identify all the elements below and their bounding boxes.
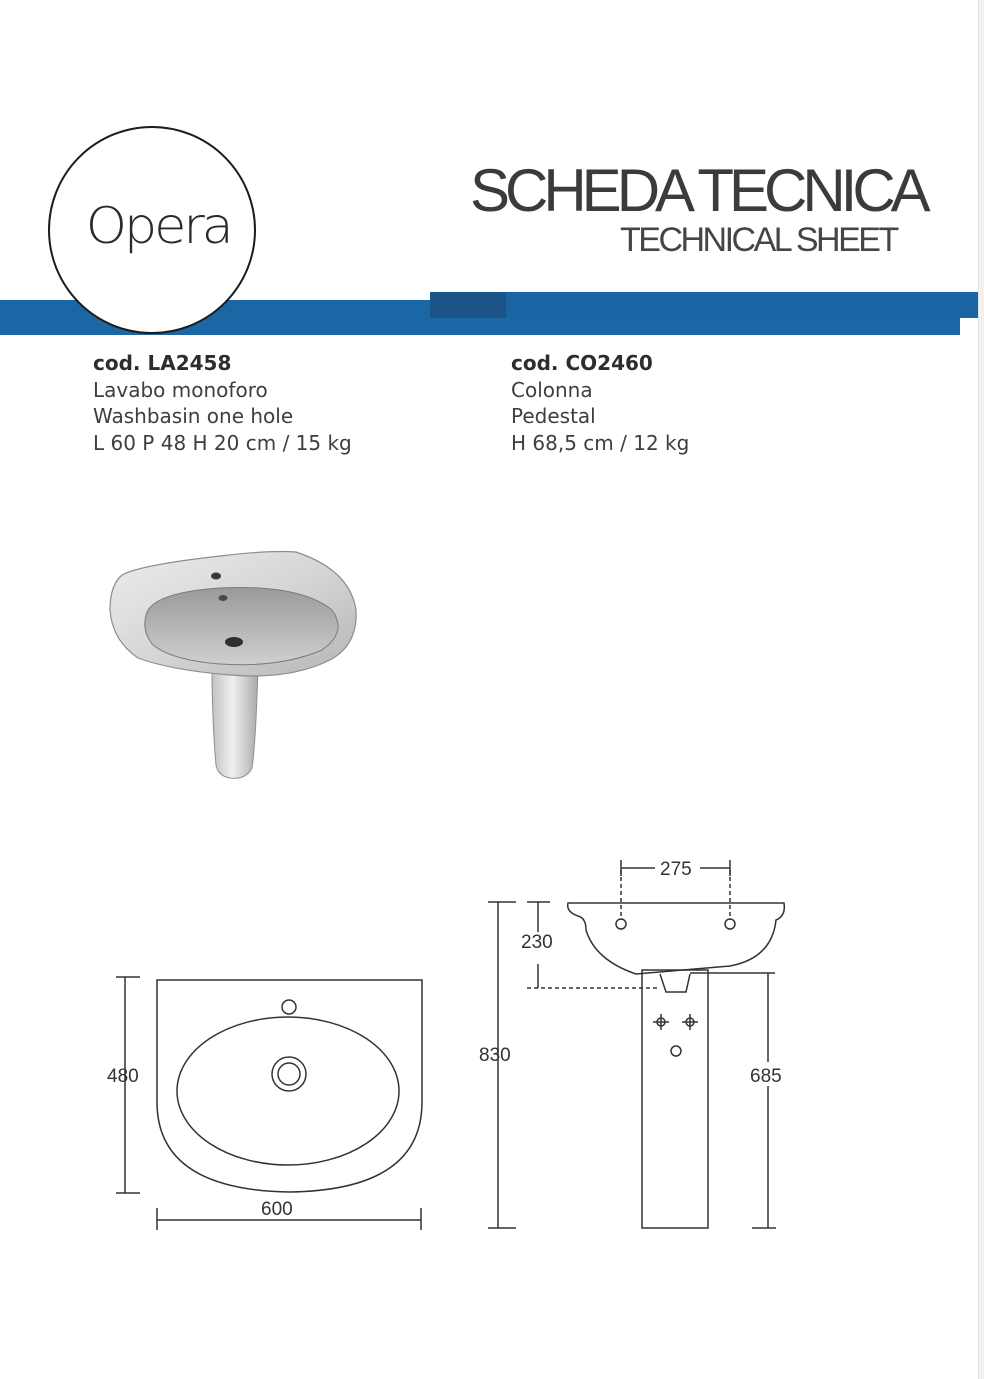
top-view-tap-hole (282, 1000, 296, 1014)
top-view-drain-outer (272, 1057, 306, 1091)
top-view-basin-outline (157, 980, 422, 1192)
dim-basin-height-label: 230 (521, 932, 553, 953)
side-view-overflow (660, 974, 690, 992)
product-specs: H 68,5 cm / 12 kg (511, 430, 690, 455)
product-name-it: Colonna (511, 377, 593, 402)
dim-pedestal-height-label: 685 (750, 1066, 782, 1087)
technical-drawings (0, 840, 984, 1260)
page-title: SCHEDA TECNICA (470, 157, 926, 224)
product-specs: L 60 P 48 H 20 cm / 15 kg (93, 430, 352, 455)
tap-hole (211, 573, 221, 580)
top-view-drain-inner (278, 1063, 300, 1085)
product-name-en: Washbasin one hole (93, 404, 294, 428)
brand-logo-text: Opera (85, 197, 231, 255)
product-photo (100, 540, 370, 790)
product-name-it: Lavabo monoforo (93, 377, 268, 402)
product-code: cod. LA2458 (93, 351, 232, 375)
overflow-hole (219, 595, 228, 601)
basin-bowl (145, 587, 338, 664)
pedestal-shape (212, 665, 258, 778)
dim-total-height-label: 830 (479, 1045, 511, 1066)
product-washbasin (93, 350, 352, 456)
drain-hole (225, 637, 243, 647)
page-subtitle: TECHNICAL SHEET (620, 221, 897, 259)
dim-depth-label: 480 (107, 1066, 139, 1087)
dim-width-label: 600 (261, 1199, 293, 1220)
product-pedestal (511, 350, 689, 456)
side-view-pedestal (642, 970, 708, 1228)
dim-hole-spacing-label: 275 (660, 859, 692, 880)
product-code: cod. CO2460 (511, 351, 653, 375)
header-band-upper (430, 292, 978, 318)
product-name-en: Pedestal (511, 404, 596, 428)
side-view-basin (568, 903, 785, 974)
header-band-accent (430, 292, 506, 318)
